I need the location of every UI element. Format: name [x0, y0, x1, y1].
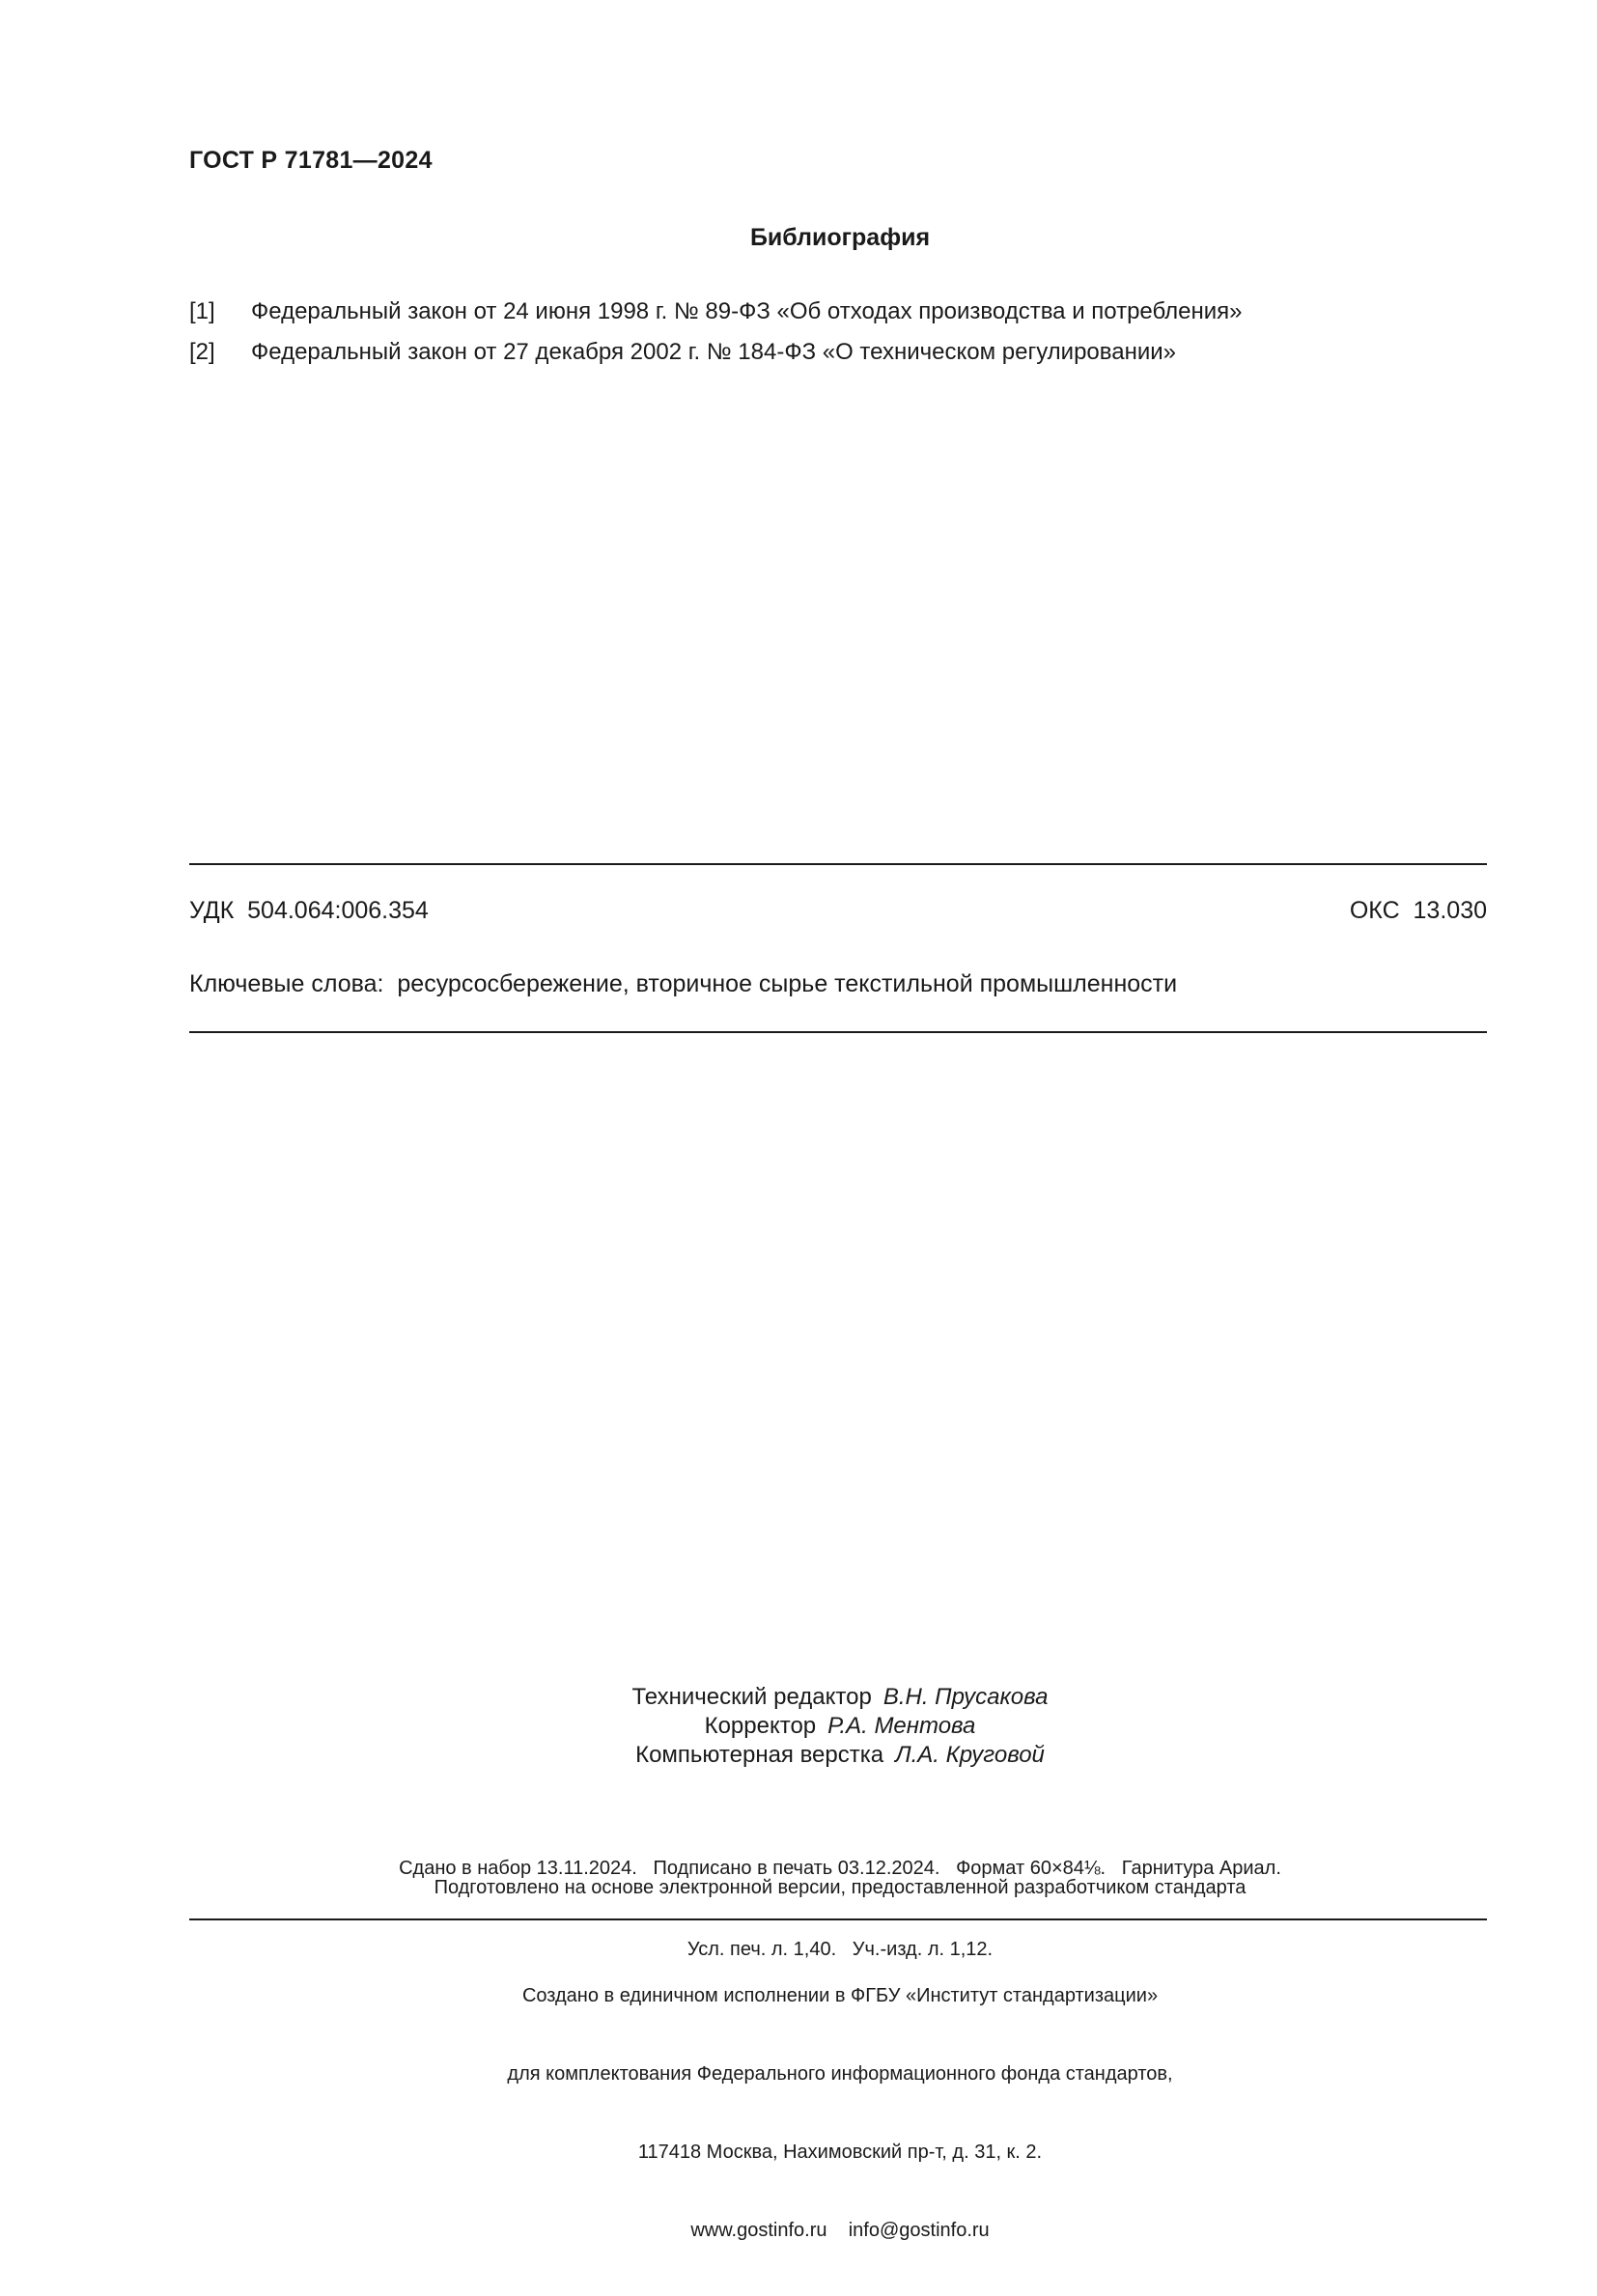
udk-code: УДК 504.064:006.354: [189, 897, 429, 924]
divider-bottom: [189, 1918, 1487, 1920]
tech-editor-line: [0, 1683, 1597, 1712]
prepared-note: Подготовлено на основе электронной версии, предоставленной разработчиком стандарта: [434, 1877, 1247, 1898]
bibliography-item: [189, 332, 1483, 373]
bibliography-title: Библиография: [749, 224, 931, 251]
tech-editor-name: В.Н. Прусакова: [883, 1684, 1049, 1710]
tech-editor-role: Технический редактор: [631, 1684, 872, 1710]
bibliography-item-number: [1]: [189, 298, 215, 324]
publisher-info-line-3: 117418 Москва, Нахимовский пр-т, д. 31, к. 2.: [637, 2142, 1043, 2163]
keywords-line: Ключевые слова: ресурсосбережение, вторичное сырье текстильной промышленности: [189, 970, 1178, 997]
layout-role: Компьютерная верстка: [635, 1742, 884, 1768]
print-info-line-2: Усл. печ. л. 1,40. Уч.-изд. л. 1,12.: [686, 1939, 994, 1960]
corrector-name: Р.А. Ментова: [827, 1713, 976, 1739]
layout-name: Л.А. Круговой: [895, 1742, 1045, 1768]
corrector-role: Корректор: [704, 1713, 817, 1739]
divider-middle: [189, 1031, 1487, 1033]
layout-line: [0, 1741, 1597, 1770]
bibliography-item: [189, 292, 1483, 332]
bibliography-item-number: [2]: [189, 339, 215, 365]
editorial-credits: [0, 1683, 1597, 1770]
print-info-line-1: Сдано в набор 13.11.2024. Подписано в печать 03.12.2024. Формат 60×84⅛. Гарнитура Ариал.: [399, 1858, 1281, 1879]
publisher-contacts: www.gostinfo.ru info@gostinfo.ru: [690, 2220, 990, 2241]
bibliography-item-text: Федеральный закон от 27 декабря 2002 г. № 184-ФЗ «О техническом регулировании»: [251, 339, 1177, 365]
document-id-header: ГОСТ Р 71781—2024: [189, 147, 433, 174]
bibliography-item-text: Федеральный закон от 24 июня 1998 г. № 89-ФЗ «Об отходах производства и потребления»: [251, 298, 1243, 324]
corrector-line: [0, 1712, 1597, 1741]
oks-code: ОКС 13.030: [1349, 897, 1487, 924]
divider-top: [189, 863, 1487, 865]
bibliography-list: [189, 292, 1483, 373]
publisher-info-line-2: для комплектования Федерального информационного фонда стандартов,: [507, 2063, 1173, 2085]
publisher-info-line-1: Создано в единичном исполнении в ФГБУ «Институт стандартизации»: [521, 1985, 1159, 2006]
publisher-info: [0, 1931, 1597, 2296]
